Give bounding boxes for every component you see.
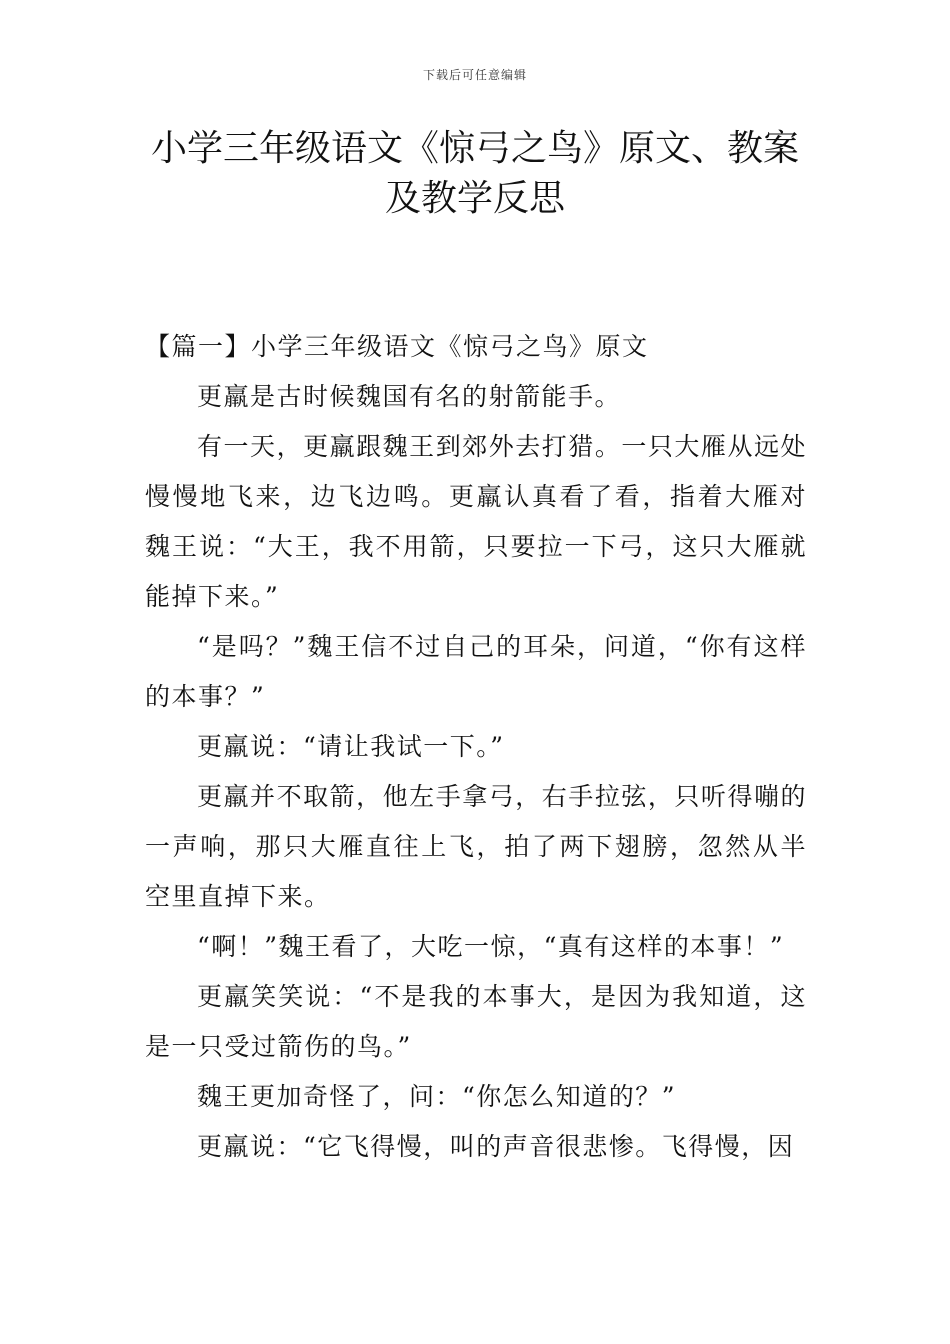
section-heading: 【篇一】小学三年级语文《惊弓之鸟》原文	[145, 332, 649, 361]
title-line-1: 小学三年级语文《惊弓之鸟》原文、教案	[150, 128, 799, 169]
paragraph-9: 更羸说：“它飞得慢，叫的声音很悲惨。飞得慢，因	[197, 1132, 795, 1161]
paragraph-6: “啊！”魏王看了，大吃一惊，“真有这样的本事！”	[197, 932, 785, 961]
paragraph-2: 有一天，更羸跟魏王到郊外去打猎。一只大雁从远处慢慢地飞来，边飞边鸣。更羸认真看了看，指着大雁对魏王说：“大王，我不用箭，只要拉一下弓，这只大雁就能掉下来。”	[145, 432, 807, 611]
paragraph-5: 更羸并不取箭，他左手拿弓，右手拉弦，只听得嘣的一声响，那只大雁直往上飞，拍了两下翅膀，忽然从半空里直掉下来。	[145, 782, 807, 911]
paragraph-4: 更羸说：“请让我试一下。”	[197, 732, 505, 761]
document-title	[140, 124, 810, 224]
header-note: 下载后可任意编辑	[422, 68, 527, 82]
title-line-2: 及教学反思	[384, 178, 565, 219]
body-text	[145, 322, 807, 1172]
paragraph-8: 魏王更加奇怪了，问：“你怎么知道的？”	[197, 1082, 677, 1111]
paragraph-3: “是吗？”魏王信不过自己的耳朵，问道，“你有这样的本事？”	[145, 632, 807, 711]
paragraph-1: 更羸是古时候魏国有名的射箭能手。	[197, 382, 622, 411]
paragraph-7: 更羸笑笑说：“不是我的本事大，是因为我知道，这是一只受过箭伤的鸟。”	[145, 982, 807, 1061]
